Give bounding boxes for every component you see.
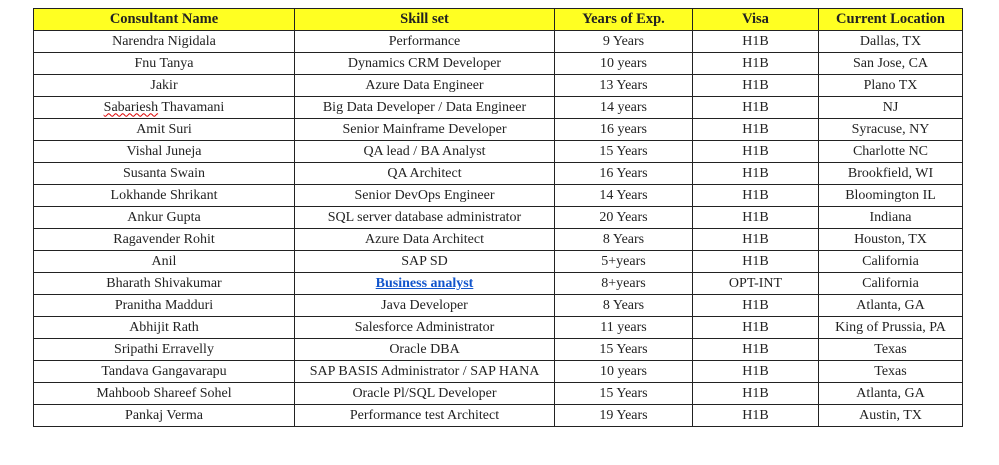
cell-skill-set: Oracle Pl/SQL Developer — [295, 383, 555, 405]
cell-skill-set: Java Developer — [295, 295, 555, 317]
cell-years-exp: 11 years — [555, 317, 693, 339]
cell-visa: H1B — [693, 141, 819, 163]
cell-location: Texas — [819, 339, 963, 361]
header-skill-set: Skill set — [295, 9, 555, 31]
cell-visa: H1B — [693, 317, 819, 339]
cell-location: Atlanta, GA — [819, 383, 963, 405]
cell-consultant-name: Sripathi Erravelly — [34, 339, 295, 361]
cell-years-exp: 19 Years — [555, 405, 693, 427]
cell-visa: H1B — [693, 295, 819, 317]
table-row — [34, 75, 963, 97]
cell-location: Austin, TX — [819, 405, 963, 427]
cell-consultant-name: Lokhande Shrikant — [34, 185, 295, 207]
cell-location: NJ — [819, 97, 963, 119]
cell-years-exp: 16 Years — [555, 163, 693, 185]
cell-location: King of Prussia, PA — [819, 317, 963, 339]
cell-years-exp: 9 Years — [555, 31, 693, 53]
cell-visa: H1B — [693, 339, 819, 361]
cell-visa: H1B — [693, 185, 819, 207]
cell-location: Syracuse, NY — [819, 119, 963, 141]
cell-years-exp: 15 Years — [555, 339, 693, 361]
table-row — [34, 317, 963, 339]
cell-location: Bloomington IL — [819, 185, 963, 207]
cell-consultant-name: Ragavender Rohit — [34, 229, 295, 251]
skill-link[interactable]: Business analyst — [375, 275, 474, 291]
cell-years-exp: 13 Years — [555, 75, 693, 97]
cell-years-exp: 8 Years — [555, 229, 693, 251]
cell-skill-set: SQL server database administrator — [295, 207, 555, 229]
cell-consultant-name: Tandava Gangavarapu — [34, 361, 295, 383]
table-row — [34, 273, 963, 295]
cell-visa: H1B — [693, 229, 819, 251]
cell-years-exp: 20 Years — [555, 207, 693, 229]
header-visa: Visa — [693, 9, 819, 31]
cell-years-exp: 10 years — [555, 53, 693, 75]
table-row — [34, 383, 963, 405]
table-row — [34, 229, 963, 251]
cell-consultant-name: Ankur Gupta — [34, 207, 295, 229]
cell-visa: H1B — [693, 207, 819, 229]
table-row — [34, 295, 963, 317]
cell-skill-set: SAP SD — [295, 251, 555, 273]
cell-consultant-name: Narendra Nigidala — [34, 31, 295, 53]
cell-years-exp: 14 Years — [555, 185, 693, 207]
cell-consultant-name: Bharath Shivakumar — [34, 273, 295, 295]
header-consultant-name: Consultant Name — [34, 9, 295, 31]
table-row — [34, 141, 963, 163]
cell-skill-set: Oracle DBA — [295, 339, 555, 361]
cell-years-exp: 16 years — [555, 119, 693, 141]
cell-location: Dallas, TX — [819, 31, 963, 53]
header-years-exp: Years of Exp. — [555, 9, 693, 31]
cell-years-exp: 14 years — [555, 97, 693, 119]
cell-skill-set: Performance test Architect — [295, 405, 555, 427]
cell-consultant-name: Susanta Swain — [34, 163, 295, 185]
cell-location: Texas — [819, 361, 963, 383]
cell-skill-set: QA Architect — [295, 163, 555, 185]
cell-visa: H1B — [693, 31, 819, 53]
cell-visa: H1B — [693, 251, 819, 273]
table-row — [34, 185, 963, 207]
cell-skill-set: Senior DevOps Engineer — [295, 185, 555, 207]
header-row — [34, 9, 963, 31]
cell-location: Charlotte NC — [819, 141, 963, 163]
cell-years-exp: 8 Years — [555, 295, 693, 317]
cell-consultant-name: Pankaj Verma — [34, 405, 295, 427]
table-row — [34, 31, 963, 53]
cell-consultant-name — [34, 97, 295, 119]
cell-visa: OPT-INT — [693, 273, 819, 295]
cell-visa: H1B — [693, 405, 819, 427]
cell-location: California — [819, 273, 963, 295]
cell-visa: H1B — [693, 361, 819, 383]
table-row — [34, 361, 963, 383]
cell-location: San Jose, CA — [819, 53, 963, 75]
table-row — [34, 207, 963, 229]
cell-consultant-name: Fnu Tanya — [34, 53, 295, 75]
table-row — [34, 339, 963, 361]
cell-visa: H1B — [693, 75, 819, 97]
cell-consultant-name: Vishal Juneja — [34, 141, 295, 163]
cell-skill-set: Senior Mainframe Developer — [295, 119, 555, 141]
table-row — [34, 53, 963, 75]
cell-skill-set: Dynamics CRM Developer — [295, 53, 555, 75]
table-row — [34, 405, 963, 427]
table-row — [34, 163, 963, 185]
cell-consultant-name: Jakir — [34, 75, 295, 97]
cell-location: Houston, TX — [819, 229, 963, 251]
table-row — [34, 97, 963, 119]
cell-years-exp: 15 Years — [555, 141, 693, 163]
cell-consultant-name: Pranitha Madduri — [34, 295, 295, 317]
cell-visa: H1B — [693, 53, 819, 75]
cell-years-exp: 15 Years — [555, 383, 693, 405]
cell-visa: H1B — [693, 97, 819, 119]
cell-years-exp: 8+years — [555, 273, 693, 295]
cell-location: Atlanta, GA — [819, 295, 963, 317]
cell-years-exp: 5+years — [555, 251, 693, 273]
cell-skill-set: SAP BASIS Administrator / SAP HANA — [295, 361, 555, 383]
cell-skill-set: Performance — [295, 31, 555, 53]
cell-visa: H1B — [693, 383, 819, 405]
cell-consultant-name: Mahboob Shareef Sohel — [34, 383, 295, 405]
cell-visa: H1B — [693, 119, 819, 141]
cell-skill-set: Big Data Developer / Data Engineer — [295, 97, 555, 119]
cell-skill-set: Azure Data Engineer — [295, 75, 555, 97]
name-rest: Thavamani — [158, 99, 225, 115]
cell-location: Indiana — [819, 207, 963, 229]
cell-skill-set — [295, 273, 555, 295]
cell-consultant-name: Amit Suri — [34, 119, 295, 141]
cell-location: California — [819, 251, 963, 273]
cell-skill-set: Salesforce Administrator — [295, 317, 555, 339]
header-location: Current Location — [819, 9, 963, 31]
cell-years-exp: 10 years — [555, 361, 693, 383]
cell-location: Brookfield, WI — [819, 163, 963, 185]
cell-location: Plano TX — [819, 75, 963, 97]
cell-consultant-name: Abhijit Rath — [34, 317, 295, 339]
table-row — [34, 251, 963, 273]
cell-skill-set: QA lead / BA Analyst — [295, 141, 555, 163]
consultants-table — [33, 8, 963, 427]
misspelled-word: Sabariesh — [103, 99, 159, 115]
cell-skill-set: Azure Data Architect — [295, 229, 555, 251]
cell-visa: H1B — [693, 163, 819, 185]
cell-consultant-name: Anil — [34, 251, 295, 273]
table-row — [34, 119, 963, 141]
